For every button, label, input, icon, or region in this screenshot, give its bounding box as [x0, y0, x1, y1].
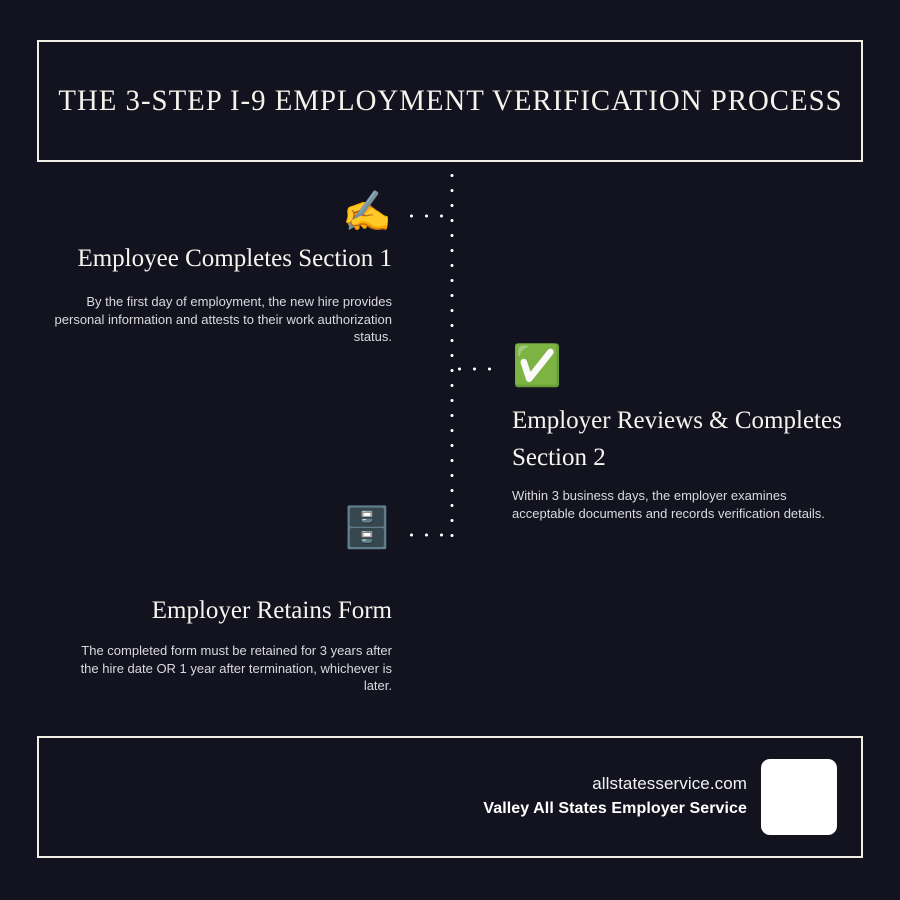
writing-hand-icon: ✍️ [342, 189, 392, 235]
step-1-block [50, 189, 392, 346]
step-1-description: By the first day of employment, the new hire provides personal information and attests to their work authorization status. [54, 294, 392, 344]
footer-banner [37, 736, 863, 858]
dotted-connector-spine [450, 168, 454, 546]
brand-logo [761, 759, 837, 835]
page-title: THE 3-STEP I-9 EMPLOYMENT VERIFICATION PROCESS [57, 84, 843, 117]
check-mark-button-icon: ✅ [512, 343, 562, 389]
footer-text-group [483, 772, 747, 822]
dotted-branch-step-1 [404, 214, 454, 218]
step-3-description: The completed form must be retained for 3 years after the hire date OR 1 year after termination, whichever is later. [80, 643, 392, 693]
footer-content [483, 759, 837, 835]
step-2-description: Within 3 business days, the employer examines acceptable documents and records verification details. [512, 488, 825, 521]
header-banner [37, 40, 863, 162]
dotted-branch-step-2 [452, 367, 502, 371]
step-3-title: Employer Retains Form [151, 597, 392, 624]
footer-brand-name: Valley All States Employer Service [483, 800, 747, 817]
step-2-title: Employer Reviews & Completes Section 2 [512, 407, 842, 471]
step-2-block [512, 343, 842, 522]
dotted-branch-step-3 [404, 533, 454, 537]
step-3-block [60, 505, 392, 695]
step-1-title: Employee Completes Section 1 [77, 245, 392, 272]
footer-website[interactable]: allstatesservice.com [592, 774, 747, 793]
file-cabinet-icon: 🗄️ [342, 505, 392, 551]
